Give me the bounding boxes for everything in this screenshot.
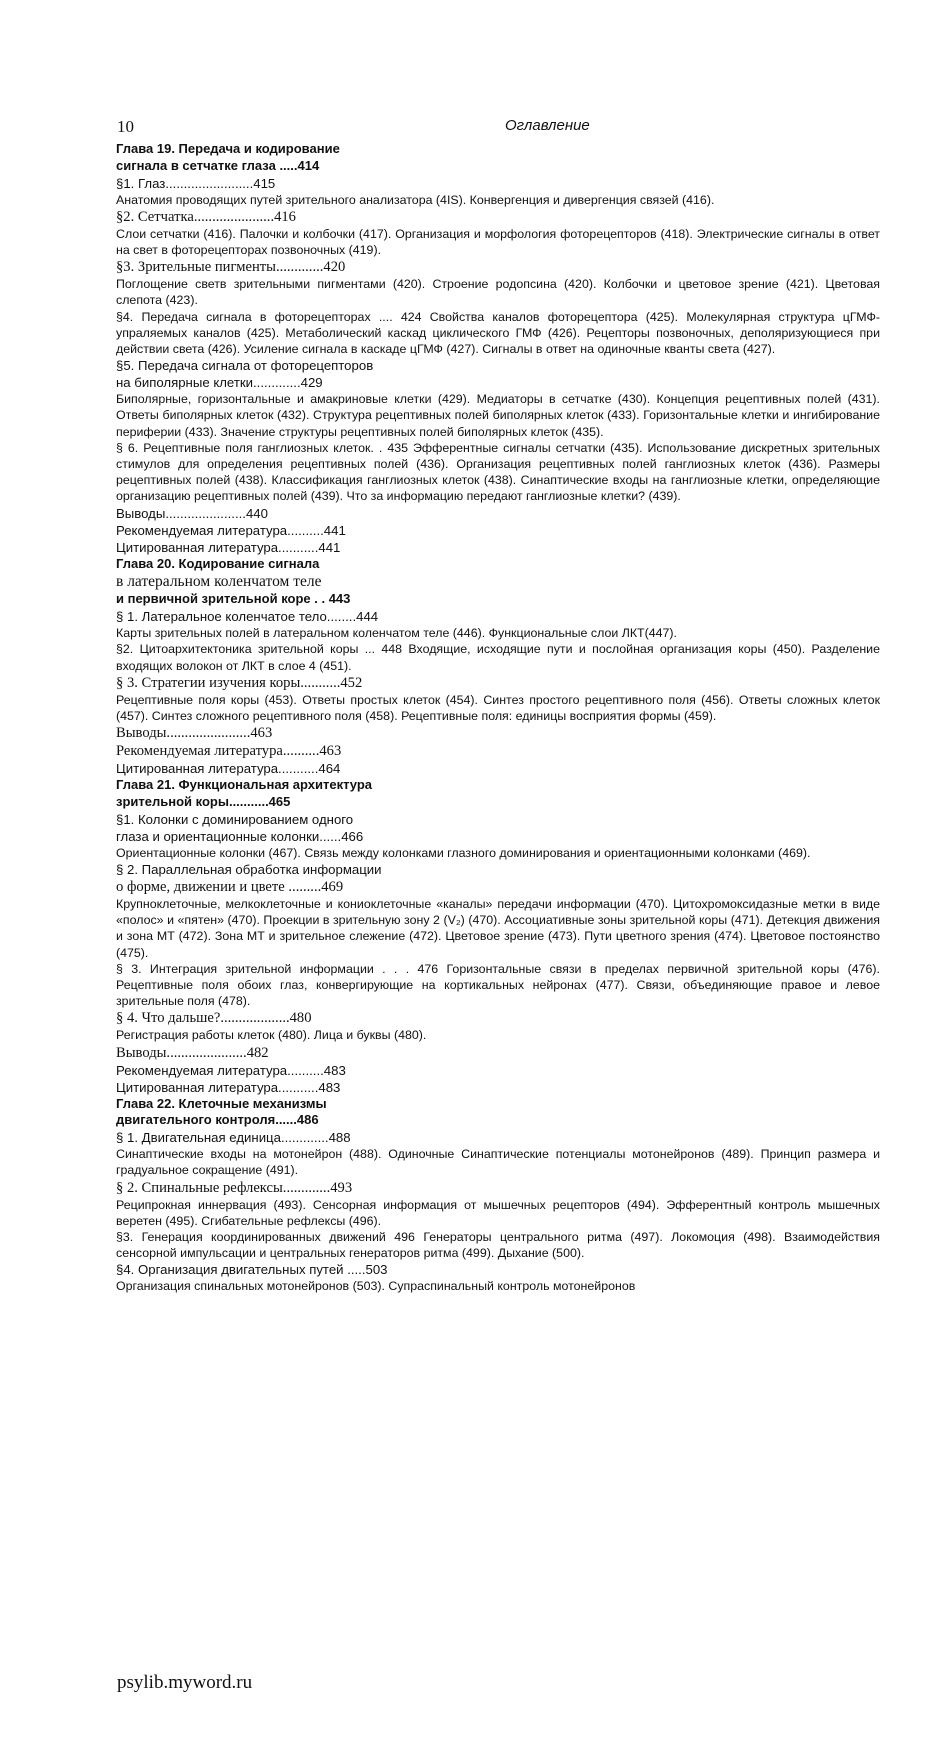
toc-entry: §1. Глаз........................415	[116, 175, 276, 191]
chapter-heading	[116, 777, 446, 811]
chapter-heading-line: сигнала в сетчатке глаза .....414	[116, 157, 320, 173]
toc-entry: §1. Колонки с доминированием одного	[116, 811, 354, 827]
chapter-heading-line: Глава 22. Клеточные механизмы	[116, 1095, 327, 1111]
section-description: Регистрация работы клеток (480). Лица и буквы (480).	[116, 1028, 427, 1043]
section-description: Организация спинальных мотонейронов (503). Супраспинальный контроль мотонейронов	[116, 1279, 636, 1294]
toc-entry: Цитированная литература...........464	[116, 761, 341, 777]
section-description: § 3. Интеграция зрительной информации . . . 476 Горизонтальные связи в пределах первичной зрительной коры (476). Рецептивные поля обоих глаз, конвергирующие на кортикальных нейронах (477). Связи, объединяющие правое и левое зрительные поля (478).	[116, 961, 880, 1009]
toc-entry: § 3. Стратегии изучения коры...........452	[116, 674, 363, 691]
toc-entry: Выводы......................440	[116, 505, 268, 521]
toc-entry: о форме, движении и цвете .........469	[116, 879, 344, 896]
toc-entry: Рекомендуемая литература..........463	[116, 743, 342, 760]
toc-entry: глаза и ориентационные колонки......466	[116, 828, 364, 844]
section-description: §2. Цитоархитектоника зрительной коры ... 448 Входящие, исходящие пути и послойная организация коры (450). Разделение входящих волокон от ЛКТ в слое 4 (451).	[116, 642, 880, 673]
section-description: §3. Генерация координированных движений 496 Генераторы центрального ритма (497). Локомоция (498). Взаимодействия сенсорной импульсации и центральных генераторов ритма (499). Дыхание (500).	[116, 1230, 880, 1261]
table-of-contents	[116, 141, 880, 1295]
section-description: Поглощение светв зрительными пигментами (420). Строение родопсина (420). Колбочки и цветовое зрение (421). Цветовая слепота (423).	[116, 277, 880, 308]
section-description: Рецептивные поля коры (453). Ответы простых клеток (454). Синтез простого рецептивного поля (456). Ответы сложных клеток (457). Синтез сложного рецептивного поля (458). Рецептивные поля: единицы восприятия формы (459).	[116, 692, 880, 724]
section-description: Слои сетчатки (416). Палочки и колбочки (417). Организация и морфология фоторецепторов (418). Электрические сигналы в ответ на свет в фоторецепторах позвоночных (419).	[116, 226, 880, 257]
chapter-heading-line: Глава 19. Передача и кодирование	[116, 141, 340, 156]
toc-entry: § 4. Что дальше?...................480	[116, 1010, 312, 1027]
toc-entry: Рекомендуемая литература..........483	[116, 1062, 346, 1078]
toc-entry: §5. Передача сигнала от фоторецепторов	[116, 358, 374, 374]
chapter-heading	[116, 556, 446, 609]
chapter-heading	[116, 141, 446, 175]
toc-entry: Цитированная литература...........483	[116, 1079, 341, 1095]
toc-entry: на биполярные клетки.............429	[116, 375, 323, 391]
section-description: Анатомия проводящих путей зрительного анализатора (4IS). Конвергенция и дивергенция связей (416).	[116, 192, 715, 207]
toc-entry: Выводы.......................463	[116, 725, 273, 742]
toc-entry: § 1. Двигательная единица.............488	[116, 1130, 351, 1146]
section-description: Ориентационные колонки (467). Связь между колонками глазного доминирования и ориентационными колонками (469).	[116, 845, 811, 860]
section-description: Биполярные, горизонтальные и амакриновые клетки (429). Медиаторы в сетчатке (430). Концепция рецептивных полей (431). Ответы биполярных клеток (432). Структура рецептивных полей биполярных клеток (433). Горизонтальные клетки и ингибирование периферии (433). Значение структуры рецептивных полей биполярных клеток (435).	[116, 392, 880, 439]
chapter-heading	[116, 1096, 446, 1130]
chapter-heading-line: Глава 20. Кодирование сигнала	[116, 555, 320, 571]
toc-entry: §4. Организация двигательных путей .....503	[116, 1262, 388, 1278]
section-description: Синаптические входы на мотонейрон (488). Одиночные Синаптические потенциалы мотонейронов (489). Принцип размера и градуальное сокращение (491).	[116, 1147, 880, 1178]
chapter-heading-line: зрительной коры...........465	[116, 794, 291, 810]
page-number: 10	[117, 117, 134, 136]
toc-entry: Выводы......................482	[116, 1044, 269, 1061]
page-title: Оглавление	[505, 117, 590, 134]
toc-entry: §3. Зрительные пигменты.............420	[116, 259, 346, 276]
chapter-heading-line: двигательного контроля......486	[116, 1112, 319, 1128]
toc-entry: Цитированная литература...........441	[116, 539, 341, 555]
toc-entry: Рекомендуемая литература..........441	[116, 522, 346, 538]
footer-source: psylib.myword.ru	[117, 1672, 253, 1693]
section-description: Карты зрительных полей в латеральном коленчатом теле (446). Функциональные слои ЛКТ(447).	[116, 626, 677, 641]
toc-entry: § 1. Латеральное коленчатое тело........444	[116, 609, 379, 625]
chapter-heading-line: в латеральном коленчатом теле	[116, 573, 322, 591]
toc-entry: § 2. Спинальные рефлексы.............493	[116, 1179, 353, 1196]
section-description: Реципрокная иннервация (493). Сенсорная информация от мышечных рецепторов (494). Эфферентный контроль мышечных веретен (495). Сгибательные рефлексы (496).	[116, 1197, 880, 1228]
toc-entry: § 2. Параллельная обработка информации	[116, 862, 382, 878]
section-description: §4. Передача сигнала в фоторецепторах .... 424 Свойства каналов фоторецептора (425). Молекулярная структура цГМФ-упраляемых каналов (425). Метаболический каскад циклического ГМФ (426). Рецепторы позвоночных, деполяризующиеся при действии света (426). Усиление сигнала в каскаде цГМФ (427). Сигналы в ответ на одиночные кванты света (427).	[116, 309, 880, 357]
section-description: Крупноклеточные, мелкоклеточные и кониоклеточные «каналы» передачи информации (470). Цитохромоксидазные метки в виде «полос» и «пятен» (470). Проекции в зрительную зону 2 (V₂) (470). Ассоциативные зоны зрительной коры (471). Детекция движения и зона МТ (472). Зона МТ и зрительное слежение (472). Цветовое зрение (473). Пути цветного зрения (474). Цветовое постоянство (475).	[116, 897, 880, 960]
chapter-heading-line: Глава 21. Функциональная архитектура	[116, 777, 373, 793]
chapter-heading-line: и первичной зрительной коре . . 443	[116, 591, 351, 607]
section-description: § 6. Рецептивные поля ганглиозных клеток. . 435 Эфферентные сигналы сетчатки (435). Использование дискретных зрительных стимулов для определения рецептивных полей (436). Организация рецептивных полей ганглиозных клеток (436). Размеры рецептивных полей (438). Классификация ганглиозных клеток (438). Синаптические входы на ганглиозные клетки, определяющие организацию рецептивных полей (439). Что за информацию передают ганглиозные клетки? (439).	[116, 440, 880, 504]
toc-entry: §2. Сетчатка......................416	[116, 208, 296, 225]
